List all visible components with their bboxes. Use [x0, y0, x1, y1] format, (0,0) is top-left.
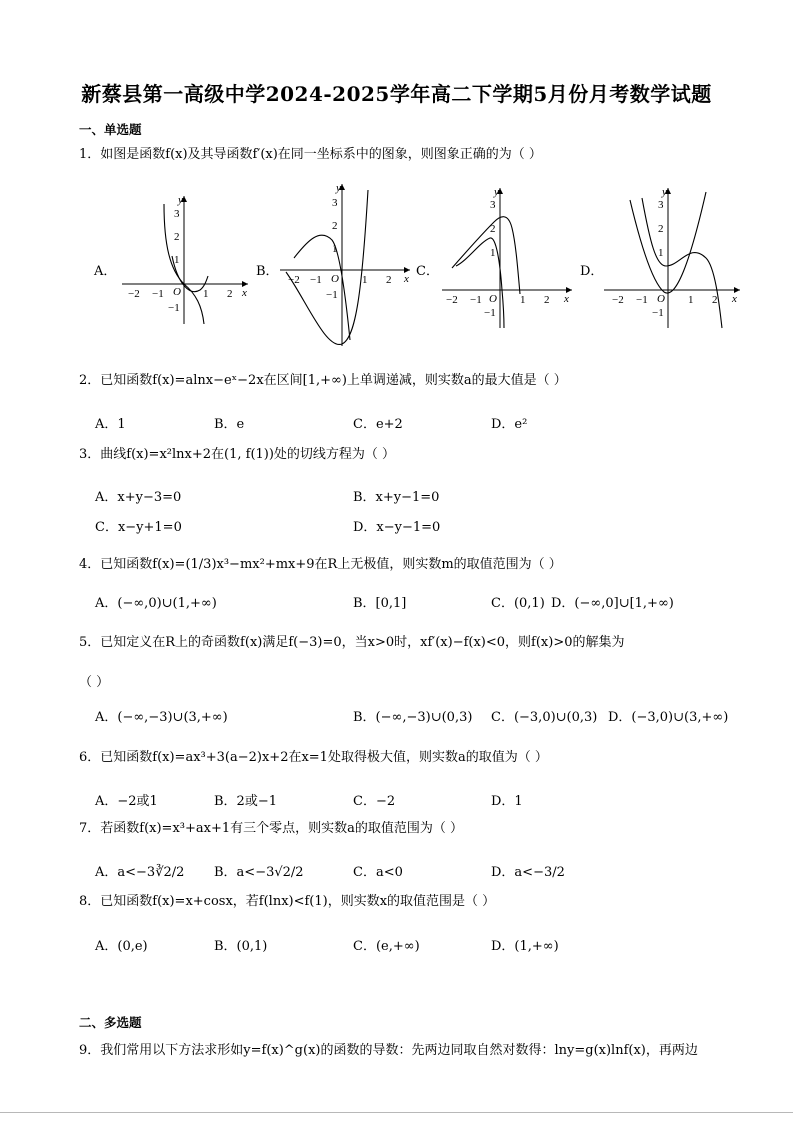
y-tick-label: 1	[332, 243, 338, 255]
x-tick-label: −2	[128, 288, 140, 300]
section-heading-multiple-choice: 二、多选题	[79, 1015, 142, 1030]
x-tick-label: −1	[310, 274, 322, 286]
x-tick-label: 1	[203, 288, 209, 300]
x-tick-label: 2	[544, 294, 550, 306]
q5-option-d[interactable]: D．(−3,0)∪(3,+∞)	[608, 710, 729, 725]
x-tick-label: −2	[612, 294, 624, 306]
q1-graph-c[interactable]	[438, 182, 578, 332]
q2-option-c[interactable]: C．e+2	[353, 417, 403, 432]
q1-option-a-label: A．	[94, 264, 117, 279]
x-tick-label: 1	[688, 294, 694, 306]
y-tick-label: 1	[174, 254, 180, 266]
origin-label: O	[657, 293, 665, 305]
question-6: 6．已知函数f(x)=ax³+3(a−2)x+2在x=1处取得极大值，则实数a的取值为（ ）	[79, 750, 548, 765]
q1-graph-d[interactable]	[600, 182, 746, 332]
q8-option-d[interactable]: D．(1,+∞)	[491, 939, 559, 954]
q1-option-d-label: D．	[580, 264, 604, 279]
y-tick-label: 3	[174, 208, 180, 220]
q4-option-b[interactable]: B．[0,1]	[353, 596, 407, 611]
origin-label: O	[331, 273, 339, 285]
x-tick-label: 1	[520, 294, 526, 306]
q1-option-b-label: B．	[256, 264, 279, 279]
question-9: 9．我们常用以下方法求形如y=f(x)^g(x)的函数的导数：先两边同取自然对数得：lny=g(x)lnf(x)，再两边	[79, 1043, 698, 1058]
q8-option-b[interactable]: B．(0,1)	[214, 939, 268, 954]
question-3: 3．曲线f(x)=x²lnx+2在(1, f(1))处的切线方程为（ ）	[79, 447, 396, 462]
q1-graph-a[interactable]	[118, 190, 258, 330]
q7-option-d[interactable]: D．a<−3/2	[491, 865, 565, 880]
question-8: 8．已知函数f(x)=x+cosx，若f(lnx)<f(1)，则实数x的取值范围是（ ）	[79, 894, 496, 909]
y-axis-label: y	[662, 186, 667, 198]
q7-option-c[interactable]: C．a<0	[353, 865, 403, 880]
x-axis-label: x	[564, 293, 569, 305]
q6-option-b[interactable]: B．2或−1	[214, 794, 277, 809]
q6-option-c[interactable]: C．−2	[353, 794, 396, 809]
y-tick-label: −1	[652, 307, 664, 319]
x-tick-label: −1	[152, 288, 164, 300]
x-axis-label: x	[242, 287, 247, 299]
q5-option-c[interactable]: C．(−3,0)∪(0,3)	[491, 710, 598, 725]
q8-option-a[interactable]: A．(0,e)	[95, 939, 148, 954]
question-5-paren: （ ）	[79, 675, 110, 690]
q8-option-c[interactable]: C．(e,+∞)	[353, 939, 420, 954]
q2-option-a[interactable]: A．1	[95, 417, 126, 432]
x-tick-label: 1	[362, 274, 368, 286]
y-axis-label: y	[178, 194, 183, 206]
origin-label: O	[489, 293, 497, 305]
y-tick-label: −1	[484, 307, 496, 319]
q6-option-d[interactable]: D．1	[491, 794, 523, 809]
q3-option-a[interactable]: A．x+y−3=0	[95, 490, 182, 505]
q3-option-d[interactable]: D．x−y−1=0	[353, 520, 441, 535]
curve-f	[452, 217, 520, 294]
y-tick-label: 2	[174, 231, 180, 243]
origin-label: O	[173, 286, 181, 298]
y-tick-label: 3	[332, 197, 338, 209]
q7-option-a[interactable]: A．a<−3∛2/2	[95, 865, 185, 880]
question-2: 2．已知函数f(x)=alnx−eˣ−2x在区间[1,+∞)上单调递减，则实数a的最大值是（ ）	[79, 373, 567, 388]
y-tick-label: 3	[658, 199, 664, 211]
q7-option-b[interactable]: B．a<−3√2/2	[214, 865, 304, 880]
y-tick-label: 2	[332, 220, 338, 232]
q1-option-c-label: C．	[416, 264, 439, 279]
y-axis-label: y	[336, 182, 341, 194]
question-5: 5．已知定义在R上的奇函数f(x)满足f(−3)=0，当x>0时，xf′(x)−f(x)<0，则f(x)>0的解集为	[79, 635, 625, 650]
x-tick-label: 2	[227, 288, 233, 300]
x-axis-label: x	[732, 293, 737, 305]
q4-option-d[interactable]: D．(−∞,0]∪[1,+∞)	[551, 596, 674, 611]
y-tick-label: 1	[490, 247, 496, 259]
x-axis-label: x	[404, 273, 409, 285]
y-tick-label: 2	[658, 223, 664, 235]
q1-graph-b[interactable]	[276, 180, 416, 350]
question-1: 1．如图是函数f(x)及其导函数f′(x)在同一坐标系中的图象，则图象正确的为（ ）	[79, 147, 542, 162]
page-bottom-divider	[0, 1112, 793, 1113]
q2-option-d[interactable]: D．e²	[491, 417, 528, 432]
x-tick-label: 2	[386, 274, 392, 286]
question-4: 4．已知函数f(x)=(1/3)x³−mx²+mx+9在R上无极值，则实数m的取值范围为（ ）	[79, 557, 562, 572]
q6-option-a[interactable]: A．−2或1	[95, 794, 158, 809]
curve-f-prime	[286, 190, 368, 344]
q4-option-c[interactable]: C．(0,1)	[491, 596, 545, 611]
y-axis-label: y	[494, 186, 499, 198]
y-tick-label: −1	[168, 302, 180, 314]
y-tick-label: −1	[326, 289, 338, 301]
x-tick-label: −1	[636, 294, 648, 306]
page-title: 新蔡县第一高级中学2024-2025学年高二下学期5月份月考数学试题	[81, 82, 712, 106]
q4-option-a[interactable]: A．(−∞,0)∪(1,+∞)	[95, 596, 217, 611]
curve-f-prime	[456, 238, 504, 328]
y-tick-label: 2	[490, 223, 496, 235]
q3-option-b[interactable]: B．x+y−1=0	[353, 490, 440, 505]
q3-option-c[interactable]: C．x−y+1=0	[95, 520, 182, 535]
x-tick-label: −2	[288, 274, 300, 286]
q2-option-b[interactable]: B．e	[214, 417, 245, 432]
x-tick-label: −2	[446, 294, 458, 306]
question-7: 7．若函数f(x)=x³+ax+1有三个零点，则实数a的取值范围为（ ）	[79, 821, 464, 836]
section-heading-single-choice: 一、单选题	[79, 122, 142, 137]
y-tick-label: 1	[658, 247, 664, 259]
q5-option-a[interactable]: A．(−∞,−3)∪(3,+∞)	[95, 710, 228, 725]
x-tick-label: 2	[712, 294, 718, 306]
y-tick-label: 3	[490, 199, 496, 211]
x-tick-label: −1	[470, 294, 482, 306]
q5-option-b[interactable]: B．(−∞,−3)∪(0,3)	[353, 710, 473, 725]
